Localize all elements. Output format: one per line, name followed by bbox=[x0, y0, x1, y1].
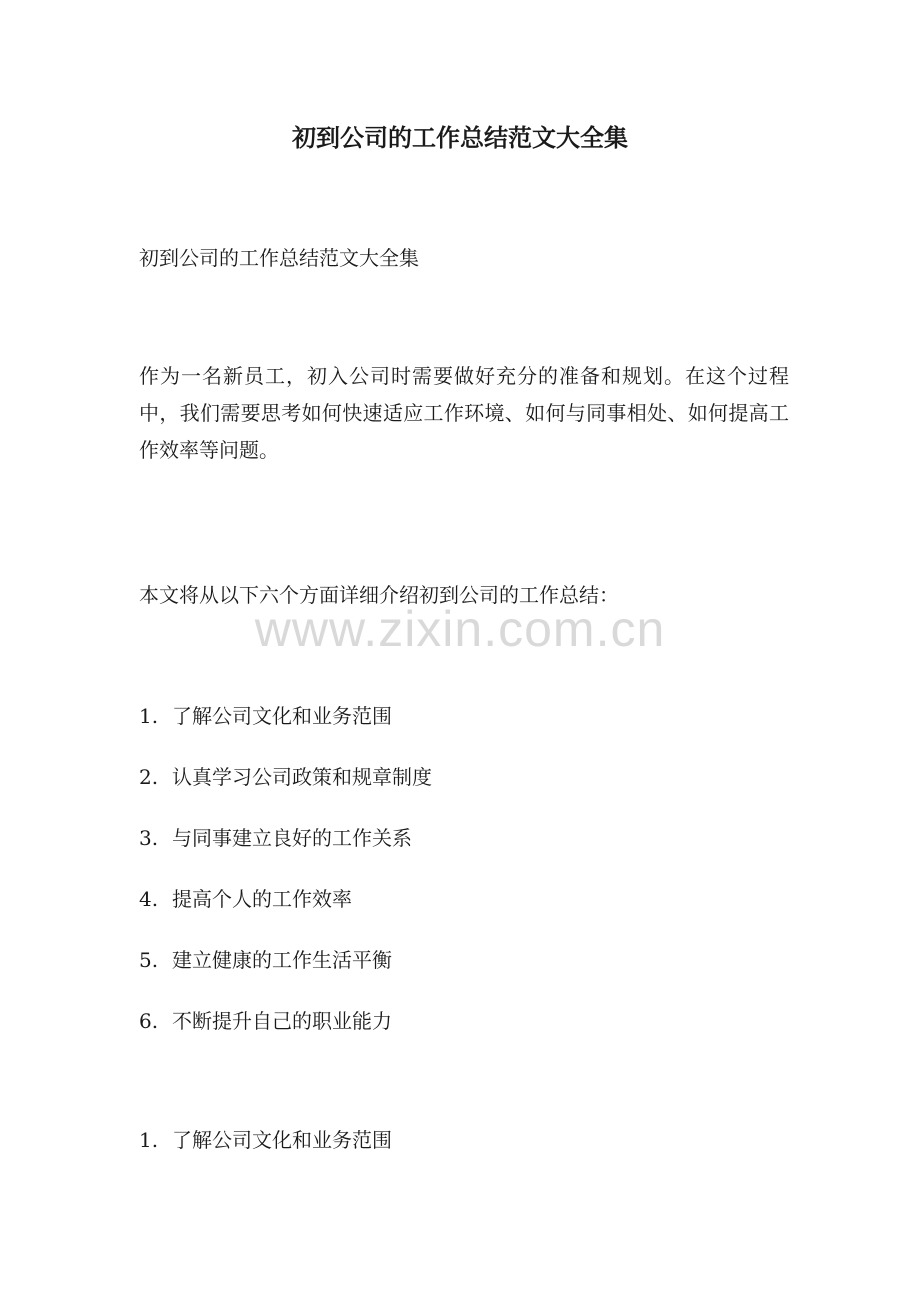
document-subtitle: 初到公司的工作总结范文大全集 bbox=[139, 246, 419, 270]
document-title: 初到公司的工作总结范文大全集 bbox=[292, 124, 628, 152]
list-item-number: 3. bbox=[139, 826, 159, 850]
list-item-number: 5. bbox=[139, 948, 159, 972]
list-item bbox=[139, 942, 432, 1003]
list-item bbox=[139, 698, 432, 759]
list-item bbox=[139, 881, 432, 942]
list-item bbox=[139, 1003, 432, 1064]
outline-list bbox=[139, 698, 432, 1064]
intro-paragraph: 作为一名新员工，初入公司时需要做好充分的准备和规划。在这个过程中，我们需要思考如何快速适应工作环境、如何与同事相处、如何提高工作效率等问题。 bbox=[139, 364, 789, 462]
watermark-text: www.zixin.com.cn bbox=[254, 601, 666, 657]
list-item-text: 建立健康的工作生活平衡 bbox=[172, 948, 392, 972]
list-item-text: 不断提升自己的职业能力 bbox=[172, 1009, 392, 1033]
list-item-text: 提高个人的工作效率 bbox=[172, 887, 352, 911]
list-item-text: 与同事建立良好的工作关系 bbox=[172, 826, 412, 850]
list-item bbox=[139, 820, 432, 881]
list-item-number: 2. bbox=[139, 765, 159, 789]
section-heading bbox=[139, 1122, 392, 1159]
list-item bbox=[139, 759, 432, 820]
list-item-number: 4. bbox=[139, 887, 159, 911]
section-heading-number: 1. bbox=[139, 1128, 159, 1152]
section-heading-text: 了解公司文化和业务范围 bbox=[172, 1128, 392, 1152]
list-item-text: 认真学习公司政策和规章制度 bbox=[172, 765, 432, 789]
list-item-text: 了解公司文化和业务范围 bbox=[172, 704, 392, 728]
preface-paragraph: 本文将从以下六个方面详细介绍初到公司的工作总结： bbox=[139, 583, 619, 607]
list-item-number: 6. bbox=[139, 1009, 159, 1033]
list-item-number: 1. bbox=[139, 704, 159, 728]
